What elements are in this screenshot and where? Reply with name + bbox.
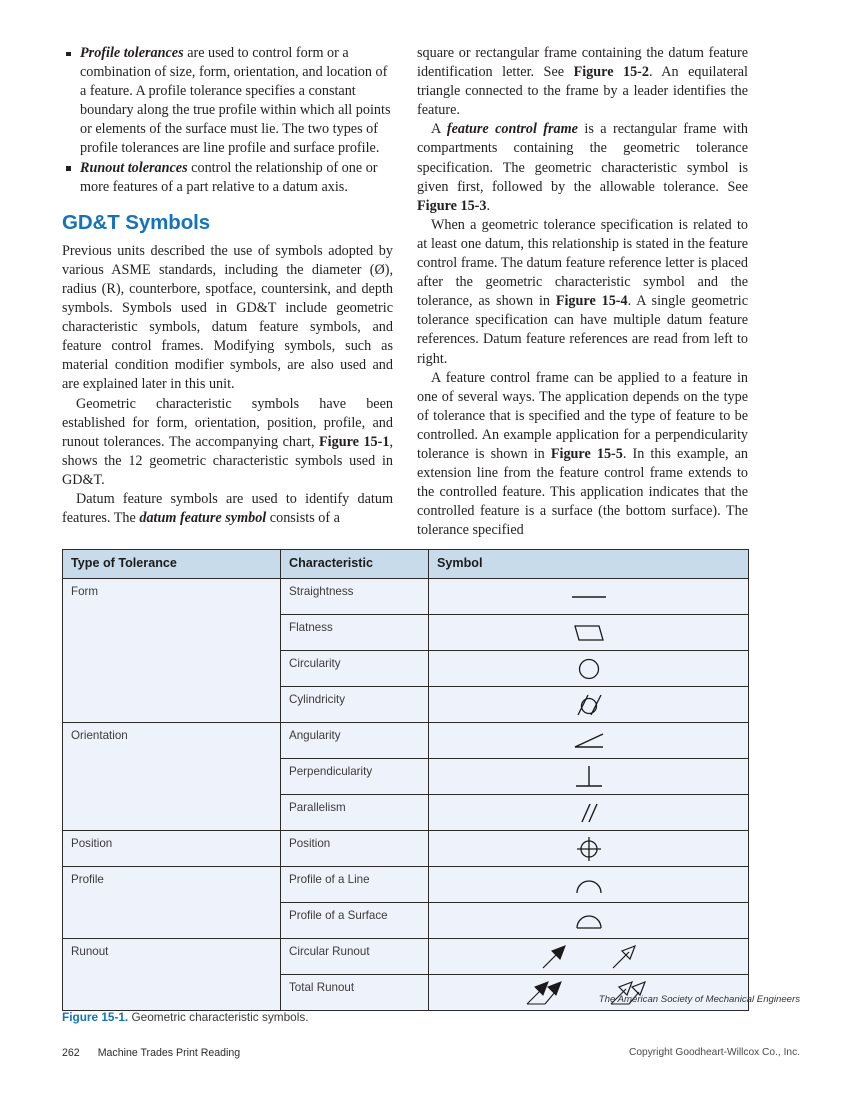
characteristic-straightness: Straightness bbox=[281, 579, 429, 615]
paragraph-text: , shows the 12 geometric characteristic symbols used in GD&T. bbox=[62, 433, 393, 488]
tolerance-type-position: Position bbox=[63, 831, 281, 867]
profile-of-a-surface-symbol bbox=[429, 903, 748, 938]
tolerance-type-form: Form bbox=[63, 579, 281, 723]
characteristic-position: Position bbox=[281, 831, 429, 867]
characteristic-circular-runout: Circular Runout bbox=[281, 939, 429, 975]
paragraph-text: . bbox=[486, 197, 491, 214]
bullet-body-text: are used to control form or a combination of size, form, orientation, and location of a feature. A profile tolerance specifies a constant boundary along the true profile within which all points or elements of the surface must lie. The two types of profile tolerances are line profile and surface profile. bbox=[80, 45, 391, 157]
paragraph bbox=[417, 216, 748, 369]
paragraph bbox=[62, 490, 393, 528]
characteristic-perpendicularity: Perpendicularity bbox=[281, 759, 429, 795]
tolerance-type-runout: Runout bbox=[63, 939, 281, 1011]
paragraph-text: consists of a bbox=[266, 510, 340, 527]
paragraph bbox=[417, 120, 748, 215]
paragraph: Previous units described the use of symbols adopted by various ASME standards, including the diameter (Ø), radius (R), counterbore, spotface, countersink, and depth symbols. Symbols used in GD&T include geometric characteristic symbols, datum feature symbols, and feature control frames. Modifying symbols, such as material condition modifier symbols, are also used and are explained later in this unit. bbox=[62, 242, 393, 393]
symbol-cell bbox=[429, 795, 749, 831]
table-row bbox=[63, 867, 749, 903]
symbol-cell bbox=[429, 687, 749, 723]
symbol-cell bbox=[429, 579, 749, 615]
position-symbol bbox=[429, 831, 748, 866]
figure-reference: Figure 15-5 bbox=[550, 445, 623, 462]
figure-reference: Figure 15-3 bbox=[417, 197, 487, 214]
bullet-body-text: control the relationship of one or more features of a part relative to a datum axis. bbox=[80, 159, 378, 195]
paragraph bbox=[62, 395, 393, 490]
tolerance-type-profile: Profile bbox=[63, 867, 281, 939]
geometric-characteristic-symbols-table bbox=[62, 549, 749, 1011]
characteristic-parallelism: Parallelism bbox=[281, 795, 429, 831]
symbol-cell bbox=[429, 651, 749, 687]
symbol-cell bbox=[429, 975, 749, 1011]
symbol-cell bbox=[429, 939, 749, 975]
book-title: Machine Trades Print Reading bbox=[97, 1047, 241, 1059]
paragraph-text: is a rectangular frame with compartments containing the geometric tolerance specification. The geometric characteristic symbol is given first, followed by the allowable tolerance. See bbox=[417, 121, 748, 195]
paragraph-text: . In this example, an extension line from the feature control frame extends to the controlled feature. This application indicates that the controlled feature is a surface (the bottom surface). The tolerance specified bbox=[417, 445, 749, 539]
table-row bbox=[63, 723, 749, 759]
flatness-symbol bbox=[429, 615, 748, 650]
table-header-row bbox=[63, 550, 749, 579]
symbol-cell bbox=[429, 831, 749, 867]
perpendicularity-symbol bbox=[429, 759, 748, 794]
left-column bbox=[62, 44, 393, 540]
symbol-cell bbox=[429, 723, 749, 759]
section-heading: GD&T Symbols bbox=[62, 210, 211, 234]
article-columns bbox=[62, 44, 748, 540]
list-item bbox=[62, 159, 393, 197]
characteristic-profile-of-a-surface: Profile of a Surface bbox=[281, 903, 429, 939]
column-header-type-of-tolerance: Type of Tolerance bbox=[63, 550, 281, 579]
figure-reference: Figure 15-4 bbox=[555, 293, 628, 310]
parallelism-symbol bbox=[429, 795, 748, 830]
key-term: feature control frame bbox=[446, 121, 578, 138]
footer-left bbox=[62, 1047, 240, 1059]
copyright-notice: Copyright Goodheart-Willcox Co., Inc. bbox=[629, 1047, 800, 1058]
straightness-symbol bbox=[429, 579, 748, 614]
paragraph bbox=[417, 44, 748, 120]
angularity-symbol bbox=[429, 723, 748, 758]
characteristic-total-runout: Total Runout bbox=[281, 975, 429, 1011]
figure-credit: The American Society of Mechanical Engineers bbox=[598, 994, 800, 1005]
list-item bbox=[62, 44, 393, 159]
figure-reference: Figure 15-2 bbox=[573, 64, 650, 81]
paragraph bbox=[417, 369, 748, 541]
right-column bbox=[417, 44, 748, 540]
page-number: 262 bbox=[62, 1047, 80, 1059]
characteristic-cylindricity: Cylindricity bbox=[281, 687, 429, 723]
column-header-characteristic: Characteristic bbox=[281, 550, 429, 579]
paragraph-text: A feature control frame can be applied to a feature in one of several ways. The application depends on the type of tolerance that is specified and the type of feature to be controlled. An example application for a perpendicularity tolerance is shown in bbox=[417, 369, 748, 462]
profile-of-a-line-symbol bbox=[429, 867, 748, 902]
circular-runout-symbol bbox=[429, 939, 748, 974]
paragraph-text: . A single geometric tolerance specification can have multiple datum feature references. Datum feature references are read from left to right. bbox=[417, 293, 749, 367]
figure-number: Figure 15-1. bbox=[62, 1010, 129, 1024]
table-row bbox=[63, 831, 749, 867]
tolerance-type-orientation: Orientation bbox=[63, 723, 281, 831]
characteristic-circularity: Circularity bbox=[281, 651, 429, 687]
tolerance-bullet-list bbox=[62, 44, 393, 197]
characteristic-flatness: Flatness bbox=[281, 615, 429, 651]
figure-caption bbox=[62, 1010, 309, 1024]
symbol-cell bbox=[429, 615, 749, 651]
paragraph-text: square or rectangular frame containing the datum feature identification letter. See bbox=[417, 45, 748, 81]
table-row bbox=[63, 939, 749, 975]
characteristic-angularity: Angularity bbox=[281, 723, 429, 759]
symbol-cell bbox=[429, 867, 749, 903]
paragraph-text: Geometric characteristic symbols have been established for form, orientation, position, profile, and runout tolerances. The accompanying chart, bbox=[62, 395, 393, 450]
symbol-cell bbox=[429, 759, 749, 795]
figure-caption-text: Geometric characteristic symbols. bbox=[128, 1010, 309, 1024]
paragraph-text: . An equilateral triangle connected to the frame by a leader identifies the feature. bbox=[417, 64, 748, 119]
key-term: datum feature symbol bbox=[139, 510, 267, 527]
paragraph-text: A bbox=[431, 121, 447, 138]
paragraph-text: When a geometric tolerance specification is related to at least one datum, this relationship is stated in the feature control frame. The datum feature reference letter is placed after the geometric characteristic symbol and the tolerance, as shown in bbox=[417, 216, 748, 310]
bullet-lead-term: Runout tolerances bbox=[80, 159, 188, 176]
characteristic-profile-of-a-line: Profile of a Line bbox=[281, 867, 429, 903]
table-row bbox=[63, 579, 749, 615]
figure-reference: Figure 15-1 bbox=[319, 433, 390, 450]
paragraph-text: Datum feature symbols are used to identify datum features. The bbox=[62, 490, 393, 527]
cylindricity-symbol bbox=[429, 687, 748, 722]
symbol-cell bbox=[429, 903, 749, 939]
bullet-lead-term: Profile tolerances bbox=[80, 45, 184, 61]
column-header-symbol: Symbol bbox=[429, 550, 749, 579]
circularity-symbol bbox=[429, 651, 748, 686]
